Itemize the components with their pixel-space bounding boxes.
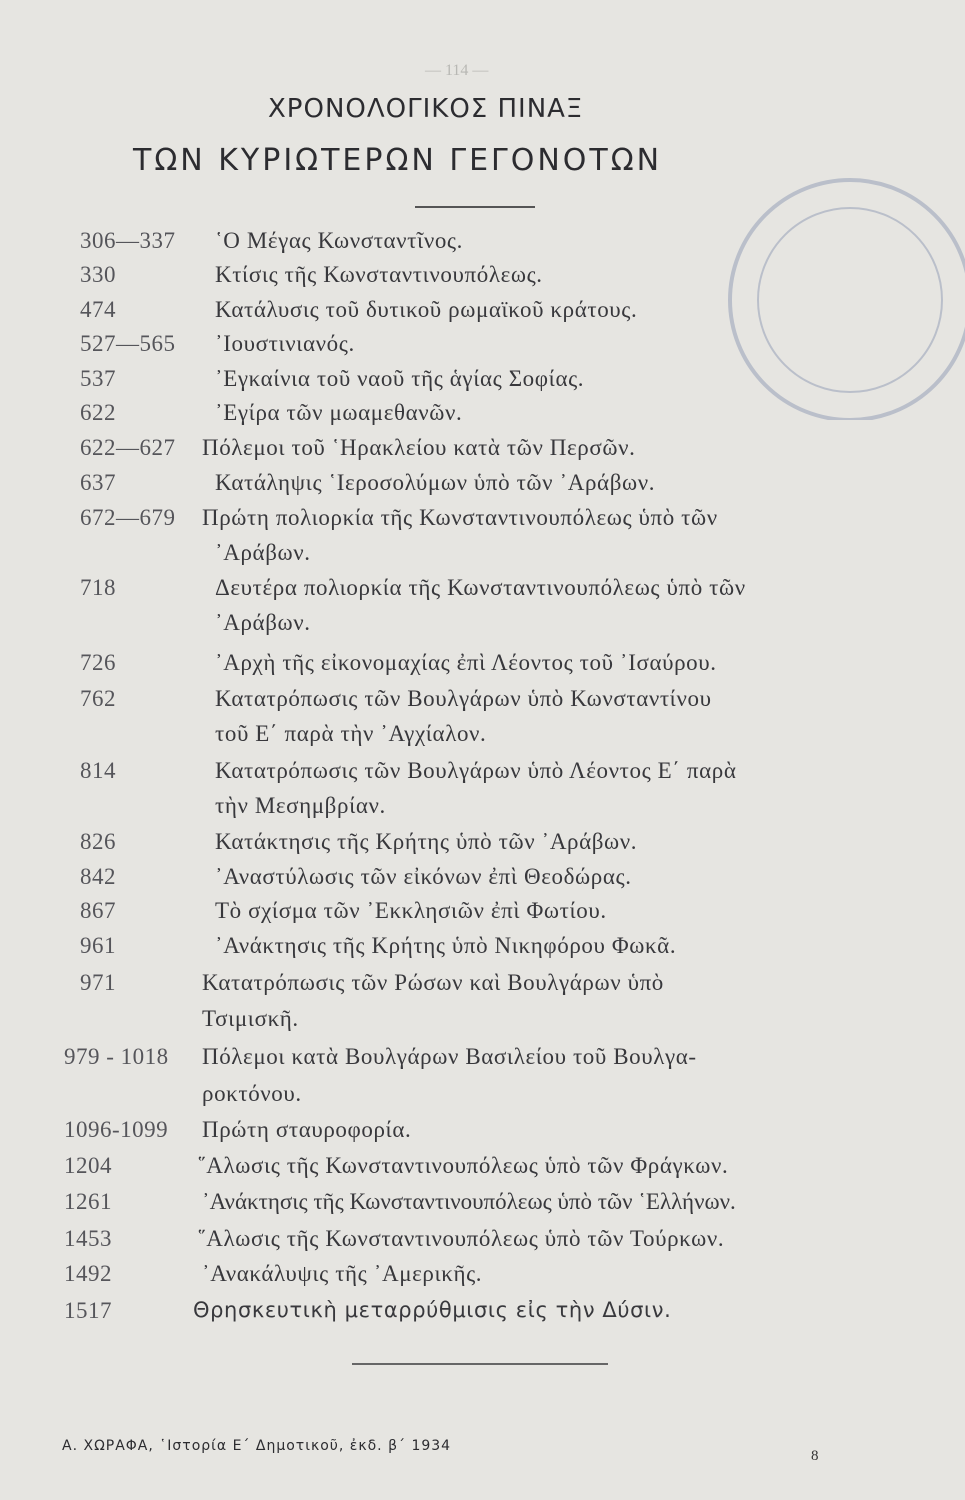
row-year: 814 — [80, 758, 116, 783]
row-year: 971 — [80, 970, 116, 995]
row-event: Κατάλυσις τοῦ δυτικοῦ ρωμαϊκοῦ κράτους. — [215, 297, 638, 322]
row-year: 867 — [80, 898, 116, 923]
row-event-continuation: Τσιμισκῆ. — [202, 1006, 299, 1031]
row-year: 672—679 — [80, 505, 176, 530]
row-event: ᾿Ανακάλυψις τῆς ᾿Αμερικῆς. — [202, 1261, 483, 1286]
row-event-continuation: ᾿Αράβων. — [215, 610, 311, 635]
page-subtitle: ΤΩΝ ΚΥΡΙΩΤΕΡΩΝ ΓΕΓΟΝΟΤΩΝ — [133, 143, 663, 178]
row-year: 330 — [80, 262, 116, 287]
row-year: 527—565 — [80, 331, 176, 356]
row-event: Πόλεμοι κατὰ Βουλγάρων Βασιλείου τοῦ Βουλγα- — [202, 1044, 697, 1069]
row-event: ῾Ο Μέγας Κωνσταντῖνος. — [215, 228, 463, 253]
row-year: 961 — [80, 933, 116, 958]
row-year: 1204 — [64, 1153, 112, 1178]
row-year: 1517 — [64, 1298, 112, 1323]
row-event: ᾿Αρχὴ τῆς εἰκονομαχίας ἐπὶ Λέοντος τοῦ ᾿Ισαύρου. — [215, 650, 717, 675]
row-event: ᾿Εγκαίνια τοῦ ναοῦ τῆς ἁγίας Σοφίας. — [215, 366, 585, 391]
row-year: 622 — [80, 400, 116, 425]
row-year: 306—337 — [80, 228, 176, 253]
row-event-continuation: τὴν Μεσημβρίαν. — [215, 793, 386, 818]
row-event: Κατατρόπωσις τῶν Βουλγάρων ὑπὸ Λέοντος Ε΄ παρὰ — [215, 758, 737, 783]
row-year: 622—627 — [80, 435, 176, 460]
row-event-continuation: τοῦ Ε΄ παρὰ τὴν ᾿Αγχίαλον. — [215, 721, 487, 746]
row-year: 826 — [80, 829, 116, 854]
row-event: Κτίσις τῆς Κωνσταντινουπόλεως. — [215, 262, 543, 287]
row-event: ῞Αλωσις τῆς Κωνσταντινουπόλεως ὑπὸ τῶν Φράγκων. — [198, 1153, 729, 1178]
row-event: ᾿Ιουστινιανός. — [215, 331, 355, 356]
library-stamp — [680, 150, 965, 420]
row-event-continuation: ᾿Αράβων. — [215, 540, 311, 565]
row-event: Κατατρόπωσις τῶν Βουλγάρων ὑπὸ Κωνσταντίνου — [215, 686, 712, 711]
page-title: ΧΡΟΝΟΛΟΓΙΚΟΣ ΠΙΝΑΞ — [268, 94, 584, 124]
row-year: 1453 — [64, 1226, 112, 1251]
row-event: Πρώτη σταυροφορία. — [202, 1117, 412, 1142]
row-year: 474 — [80, 297, 116, 322]
bottom-divider — [352, 1363, 608, 1365]
row-year: 1096-1099 — [64, 1117, 169, 1142]
row-event-continuation: ροκτόνου. — [202, 1081, 302, 1106]
row-event: ᾿Αναστύλωσις τῶν εἰκόνων ἐπὶ Θεοδώρας. — [215, 864, 632, 889]
row-year: 1492 — [64, 1261, 112, 1286]
row-event: Τὸ σχίσμα τῶν ᾿Εκκλησιῶν ἐπὶ Φωτίου. — [215, 898, 607, 923]
row-year: 1261 — [64, 1189, 112, 1214]
footer-credit: Α. ΧΩΡΑΦΑ, ῾Ιστορία Ε΄ Δημοτικοῦ, ἐκδ. β΄ 1934 — [62, 1438, 452, 1454]
row-event: ᾿Εγίρα τῶν μωαμεθανῶν. — [215, 400, 463, 425]
row-year: 718 — [80, 575, 116, 600]
row-year: 842 — [80, 864, 116, 889]
row-event: Πρώτη πολιορκία τῆς Κωνσταντινουπόλεως ὑπὸ τῶν — [202, 505, 718, 530]
row-year: 979 - 1018 — [64, 1044, 169, 1069]
page-number: 8 — [811, 1448, 819, 1464]
row-event: Κατάληψις ῾Ιεροσολύμων ὑπὸ τῶν ᾿Αράβων. — [215, 470, 656, 495]
row-year: 726 — [80, 650, 116, 675]
faded-page-marker: — 114 — — [425, 62, 489, 79]
row-event: Κατάκτησις τῆς Κρήτης ὑπὸ τῶν ᾿Αράβων. — [215, 829, 638, 854]
row-year: 762 — [80, 686, 116, 711]
title-divider — [415, 206, 535, 208]
row-event: ᾿Ανάκτησις τῆς Κρήτης ὑπὸ Νικηφόρου Φωκᾶ. — [215, 933, 677, 958]
row-event: Θρησκευτικὴ μεταρρύθμισις εἰς τὴν Δύσιν. — [193, 1298, 672, 1322]
row-event: Κατατρόπωσις τῶν Ρώσων καὶ Βουλγάρων ὑπὸ — [202, 970, 664, 995]
row-event: ῞Αλωσις τῆς Κωνσταντινουπόλεως ὑπὸ τῶν Τούρκων. — [198, 1226, 725, 1251]
row-event: Δευτέρα πολιορκία τῆς Κωνσταντινουπόλεως ὑπὸ τῶν — [215, 575, 746, 600]
row-year: 637 — [80, 470, 116, 495]
row-event: Πόλεμοι τοῦ ῾Ηρακλείου κατὰ τῶν Περσῶν. — [202, 435, 636, 460]
row-year: 537 — [80, 366, 116, 391]
row-event: ᾿Ανάκτησις τῆς Κωνσταντινουπόλεως ὑπὸ τῶν ῾Ελλήνων. — [202, 1189, 736, 1214]
